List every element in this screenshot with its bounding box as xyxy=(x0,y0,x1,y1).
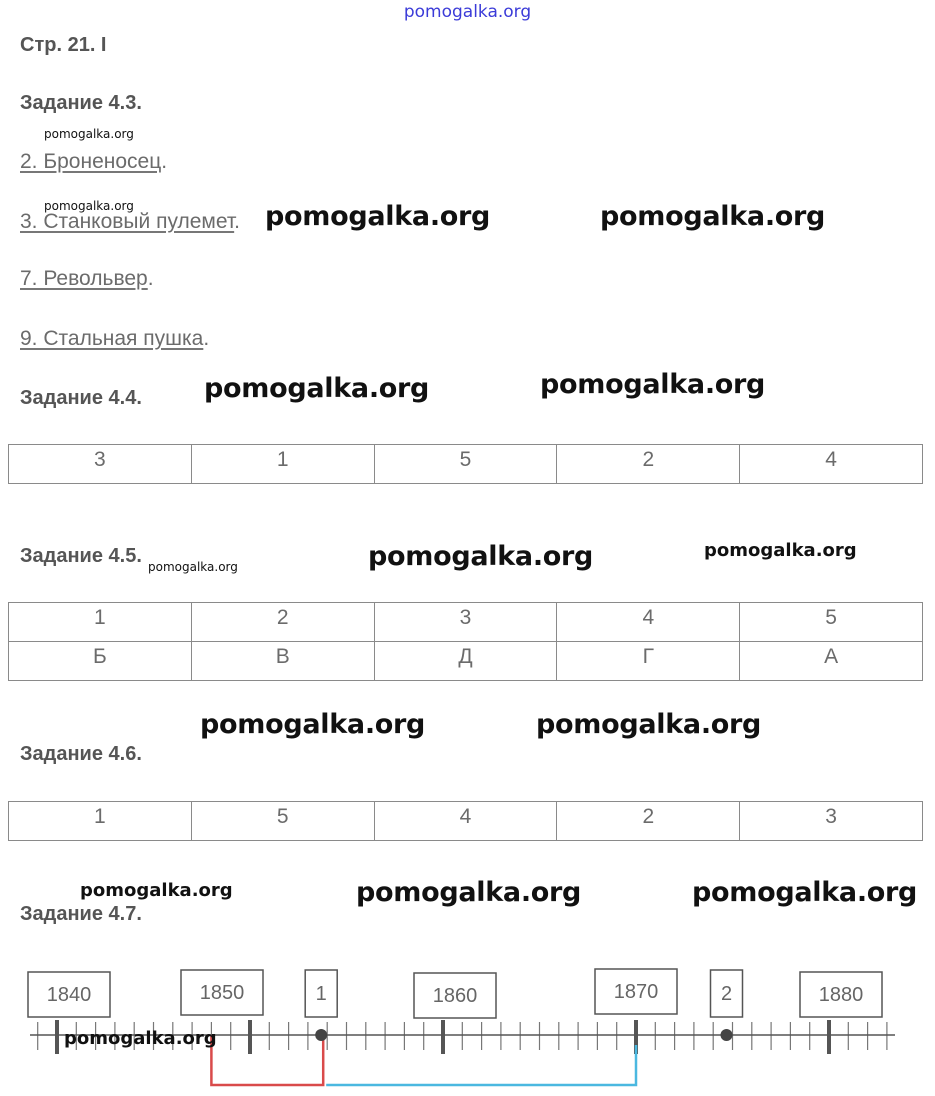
task-4-6-table xyxy=(8,801,923,841)
table-cell: А xyxy=(740,642,923,681)
top-watermark: pomogalka.org xyxy=(403,2,532,22)
table-cell: Б xyxy=(9,642,192,681)
timeline-boxes xyxy=(28,969,882,1018)
table-cell: 4 xyxy=(374,802,557,841)
red-bracket xyxy=(211,1035,323,1085)
task-4-7-title: Задание 4.7. xyxy=(20,903,142,925)
year-box xyxy=(595,969,677,1014)
page-header: Стр. 21. I xyxy=(20,34,107,56)
year-box xyxy=(28,972,110,1017)
watermark-small: pomogalka.org xyxy=(44,199,134,213)
table-cell: 2 xyxy=(557,802,740,841)
table-cell: 5 xyxy=(740,603,923,642)
year-label: 1880 xyxy=(818,984,864,1006)
year-box xyxy=(800,972,882,1017)
watermark-small: pomogalka.org xyxy=(148,560,238,574)
table-cell: 1 xyxy=(191,445,374,484)
event-label: 1 xyxy=(315,983,327,1005)
watermark-medium: pomogalka.org xyxy=(704,540,857,561)
year-label: 1860 xyxy=(432,985,478,1007)
table-cell: Д xyxy=(374,642,557,681)
table-cell: 2 xyxy=(557,445,740,484)
table-cell: 3 xyxy=(740,802,923,841)
year-box xyxy=(181,970,263,1015)
table-cell: 4 xyxy=(557,603,740,642)
table-cell: 4 xyxy=(740,445,923,484)
table-cell: 5 xyxy=(191,802,374,841)
table-cell: Г xyxy=(557,642,740,681)
answer-item[interactable]: 3. Станковый пулемет. xyxy=(20,210,240,233)
watermark-large: pomogalka.org xyxy=(204,373,430,404)
task-4-6-title: Задание 4.6. xyxy=(20,743,142,765)
answer-item[interactable]: 9. Стальная пушка. xyxy=(20,327,210,350)
watermark-medium: pomogalka.org xyxy=(64,1028,217,1049)
task-4-4-title: Задание 4.4. xyxy=(20,387,142,409)
table-cell: 2 xyxy=(191,603,374,642)
event-label: 2 xyxy=(720,983,733,1005)
watermark-large: pomogalka.org xyxy=(265,201,491,232)
task-4-3-title: Задание 4.3. xyxy=(20,92,142,114)
watermark-large: pomogalka.org xyxy=(540,369,766,400)
watermark-large: pomogalka.org xyxy=(600,201,826,232)
table-cell: 3 xyxy=(9,445,192,484)
table-cell: 1 xyxy=(9,802,192,841)
year-label: 1840 xyxy=(46,984,92,1006)
event-marker xyxy=(711,970,743,1041)
blue-bracket xyxy=(326,1045,636,1085)
year-label: 1870 xyxy=(613,981,659,1003)
watermark-large: pomogalka.org xyxy=(692,877,918,908)
year-box xyxy=(414,973,496,1018)
watermark-medium: pomogalka.org xyxy=(80,880,233,901)
task-4-5-title: Задание 4.5. xyxy=(20,545,142,567)
table-cell: 1 xyxy=(9,603,192,642)
year-label: 1850 xyxy=(199,982,245,1004)
table-cell: В xyxy=(191,642,374,681)
watermark-large: pomogalka.org xyxy=(200,709,426,740)
watermark-large: pomogalka.org xyxy=(356,877,582,908)
task-4-5-table xyxy=(8,602,923,681)
event-dot xyxy=(315,1029,327,1041)
table-cell: 3 xyxy=(374,603,557,642)
task-4-4-table xyxy=(8,444,923,484)
answer-item[interactable]: 2. Броненосец. xyxy=(20,150,168,173)
watermark-small: pomogalka.org xyxy=(44,127,134,141)
table-cell: 5 xyxy=(374,445,557,484)
event-marker xyxy=(305,970,337,1041)
watermark-large: pomogalka.org xyxy=(368,541,594,572)
answer-item[interactable]: 7. Револьвер. xyxy=(20,267,154,290)
watermark-large: pomogalka.org xyxy=(536,709,762,740)
event-dot xyxy=(721,1029,733,1041)
